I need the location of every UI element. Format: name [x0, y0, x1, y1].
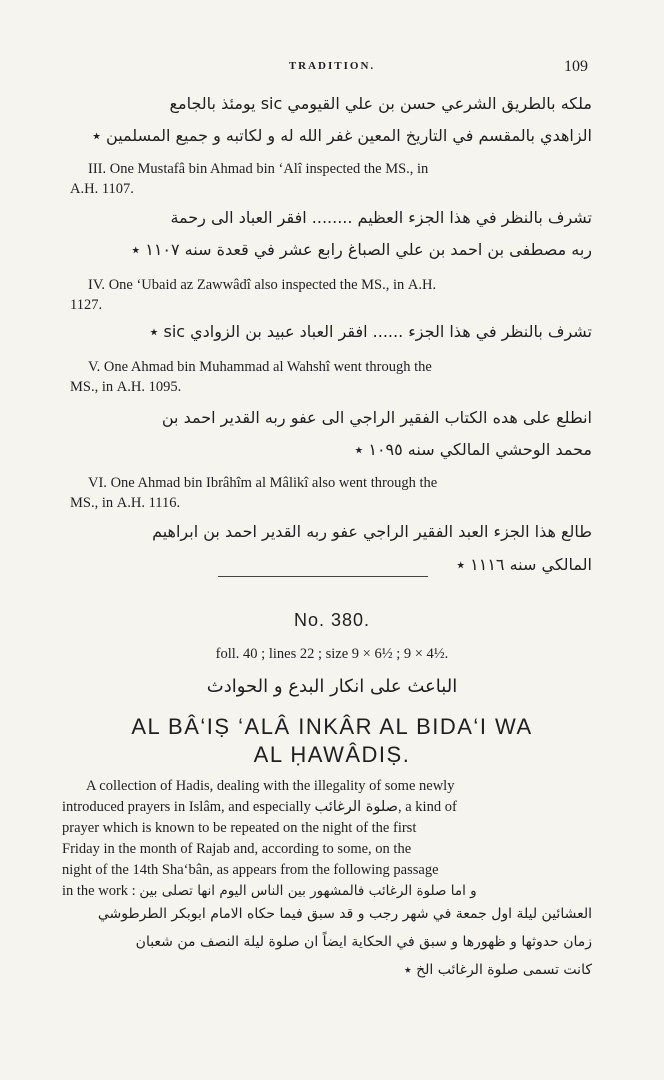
description-line	[62, 797, 584, 819]
ms-label: MS., in	[70, 379, 114, 395]
era-label: A.H.	[407, 277, 437, 293]
arabic-term: صلوة الرغائب	[314, 799, 398, 815]
arabic-quote-line: كانت تسمى صلوة الرغائب الخ ٭	[404, 962, 592, 978]
inspection-vi-line2	[70, 494, 180, 513]
roman-numeral: IV.	[88, 277, 106, 293]
arabic-quote-line: العشائين ليلة اول جمعة في شهر رجب و قد سبق فيما حكاه الامام ابوبكر الطرطوشي	[97, 906, 592, 922]
description-text: introduced prayers in Islâm, and especially	[62, 799, 311, 815]
era-label: A.H.	[116, 379, 145, 395]
inspection-text: One Mustafâ bin Ahmad bin ‘Alî inspected the MS., in	[109, 161, 429, 177]
arabic-line: ملكه بالطريق الشرعي حسن بن علي القيومي sic يومئذ بالجامع	[169, 94, 592, 113]
year: 1116.	[148, 495, 181, 511]
running-title: TRADITION.	[288, 60, 376, 72]
arabic-line: المالكي سنه ١١١٦ ٭	[456, 555, 592, 574]
roman-numeral: VI.	[88, 475, 107, 491]
description-line: A collection of Hadis, dealing with the illegality of some newly	[86, 778, 455, 794]
era-label: A.H.	[116, 495, 145, 511]
roman-numeral: III.	[88, 161, 107, 177]
inspection-vi-line1	[88, 474, 588, 493]
arabic-line: طالع هذا الجزء العبد الفقير الراجي عفو ربه القدير احمد بن ابراهيم	[152, 522, 592, 541]
entry-title-line2: AL ḤAWÂDIṢ.	[253, 742, 411, 767]
arabic-quote: و اما صلوة الرغائب فالمشهور بين الناس اليوم انها تصلى بين	[139, 883, 477, 899]
inspection-text: One ‘Ubaid az Zawwâdî also inspected the MS., in	[108, 277, 405, 293]
inspection-text: One Ahmad bin Muhammad al Wahshî went through the	[103, 359, 432, 375]
inspection-text: One Ahmad bin Ibrâhîm al Mâlikî also went through the	[110, 475, 438, 491]
inspection-iii-line2	[70, 180, 134, 199]
arabic-line: ربه مصطفى بن احمد بن علي الصباغ رابع عشر في قعدة سنه ١١٠٧ ٭	[131, 240, 592, 259]
inspection-iv-line1	[88, 276, 588, 295]
entry-title-line1: AL BÂ‘IṢ ‘ALÂ INKÂR AL BIDA‘I WA	[131, 714, 533, 739]
arabic-title: الباعث على انكار البدع و الحوادث	[206, 676, 458, 697]
arabic-line: انطلع على هده الكتاب الفقير الراجي الى عفو ربه القدير احمد بن	[161, 408, 592, 427]
description-text: , a kind of	[398, 799, 457, 815]
description-line: prayer which is known to be repeated on the night of the first	[62, 820, 417, 836]
ms-label: MS., in	[70, 495, 114, 511]
entry-specs: foll. 40 ; lines 22 ; size 9 × 6½ ; 9 × 4½.	[215, 646, 449, 662]
page-number: 109	[564, 58, 588, 75]
arabic-quote-line: زمان حدوثها و ظهورها و سبق في الحكاية ايضاً ان صلوة ليلة النصف من شعبان	[135, 934, 592, 950]
description-line: Friday in the month of Rajab and, according to some, on the	[62, 841, 412, 857]
arabic-line: الزاهدي بالمقسم في التاريخ المعين غفر الله له و لكاتبه و جميع المسلمين ٭	[92, 126, 592, 145]
arabic-line: تشرف بالنظر في هذا الجزء ...... افقر العباد عبيد بن الزوادي sic ٭	[149, 322, 592, 341]
description-text: in the work :	[62, 883, 136, 899]
inspection-iv-line2: 1127.	[70, 297, 103, 313]
section-divider	[218, 576, 428, 577]
roman-numeral: V.	[88, 359, 101, 375]
arabic-line: محمد الوحشي المالكي سنه ١٠٩٥ ٭	[354, 440, 592, 459]
arabic-line: تشرف بالنظر في هذا الجزء العظيم ........ افقر العباد الى رحمة	[170, 208, 592, 227]
description-line: night of the 14th Sha‘bân, as appears from the following passage	[62, 862, 439, 878]
era-label: A.H.	[70, 181, 99, 197]
year: 1095.	[148, 379, 182, 395]
year: 1107.	[101, 181, 134, 197]
inspection-v-line1	[88, 358, 588, 377]
entry-number: No. 380.	[293, 610, 371, 630]
inspection-iii-line1	[88, 160, 588, 179]
description-line	[62, 881, 584, 903]
inspection-v-line2	[70, 378, 181, 397]
